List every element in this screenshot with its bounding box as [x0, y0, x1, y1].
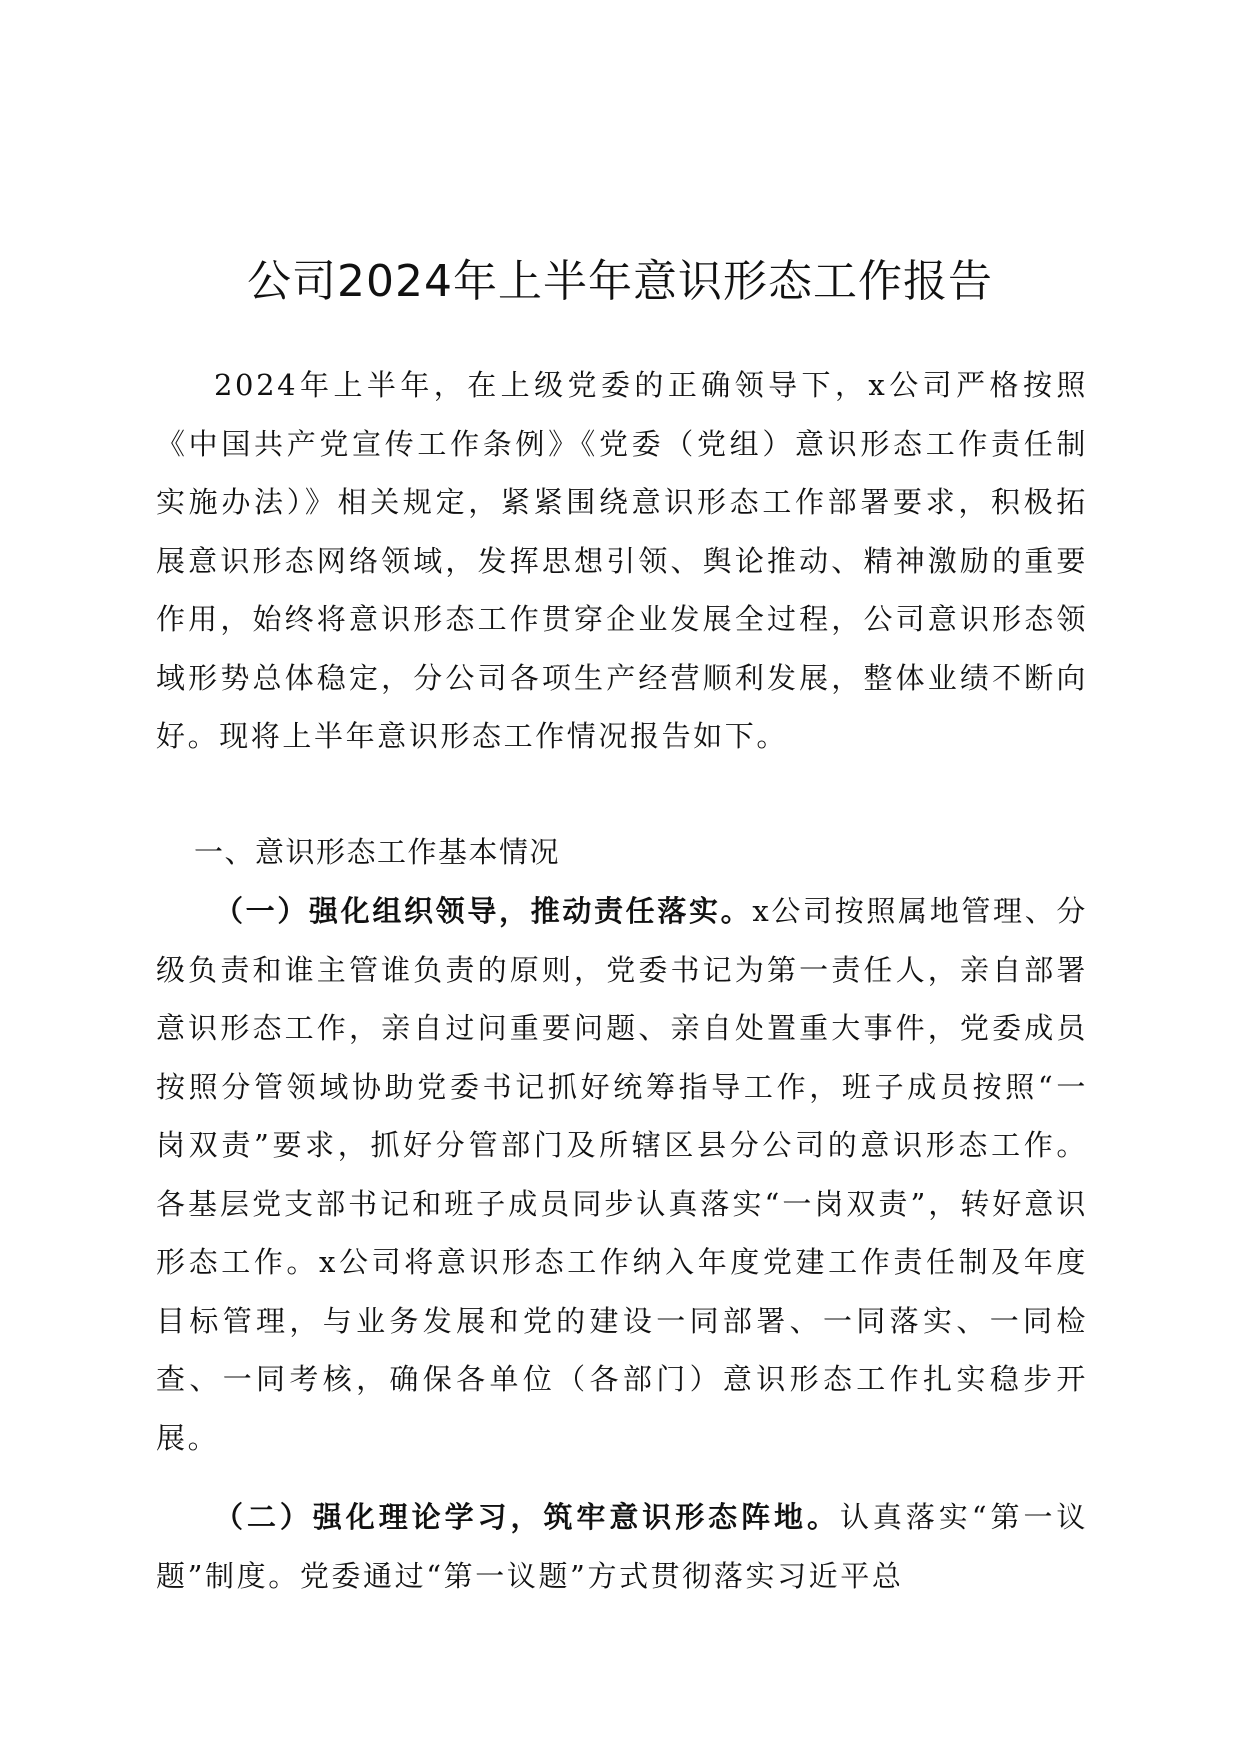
paragraph-body: x公司按照属地管理、分级负责和谁主管谁负责的原则，党委书记为第一责任人，亲自部署意识形态工作，亲自过问重要问题、亲自处置重大事件，党委成员按照分管领域协助党委书记抓好统筹指导工作，班子成员按照“一岗双责”要求，抓好分管部门及所辖区县分公司的意识形态工作。各基层党支部书记和班子成员同步认真落实“一岗双责”，转好意识形态工作。x公司将意识形态工作纳入年度党建工作责任制及年度目标管理，与业务发展和党的建设一同部署、一同落实、一同检查、一同考核，确保各单位（各部门）意识形态工作扎实稳步开展。 — [156, 894, 1088, 1455]
paragraph-lead-heading: （一）强化组织领导，推动责任落实。 — [214, 894, 753, 928]
paragraph-lead-heading: （二）强化理论学习，筑牢意识形态阵地。 — [214, 1500, 840, 1534]
document-title: 公司2024年上半年意识形态工作报告 — [247, 256, 993, 307]
paragraph-theory-study — [156, 1488, 1088, 1605]
section-heading: 一、意识形态工作基本情况 — [194, 835, 561, 869]
paragraph-organization-leadership — [156, 882, 1088, 1467]
intro-paragraph: 2024年上半年，在上级党委的正确领导下，x公司严格按照《中国共产党宣传工作条例》《党委（党组）意识形态工作责任制实施办法）》相关规定，紧紧围绕意识形态工作部署要求，积极拓展意识形态网络领域，发挥思想引领、舆论推动、精神激励的重要作用，始终将意识形态工作贯穿企业发展全过程，公司意识形态领域形势总体稳定，分公司各项生产经营顺利发展，整体业绩不断向好。现将上半年意识形态工作情况报告如下。 — [156, 368, 1088, 753]
paragraph-body: 认真落实“第一议题”制度。党委通过“第一议题”方式贯彻落实习近平总 — [156, 1500, 1088, 1593]
